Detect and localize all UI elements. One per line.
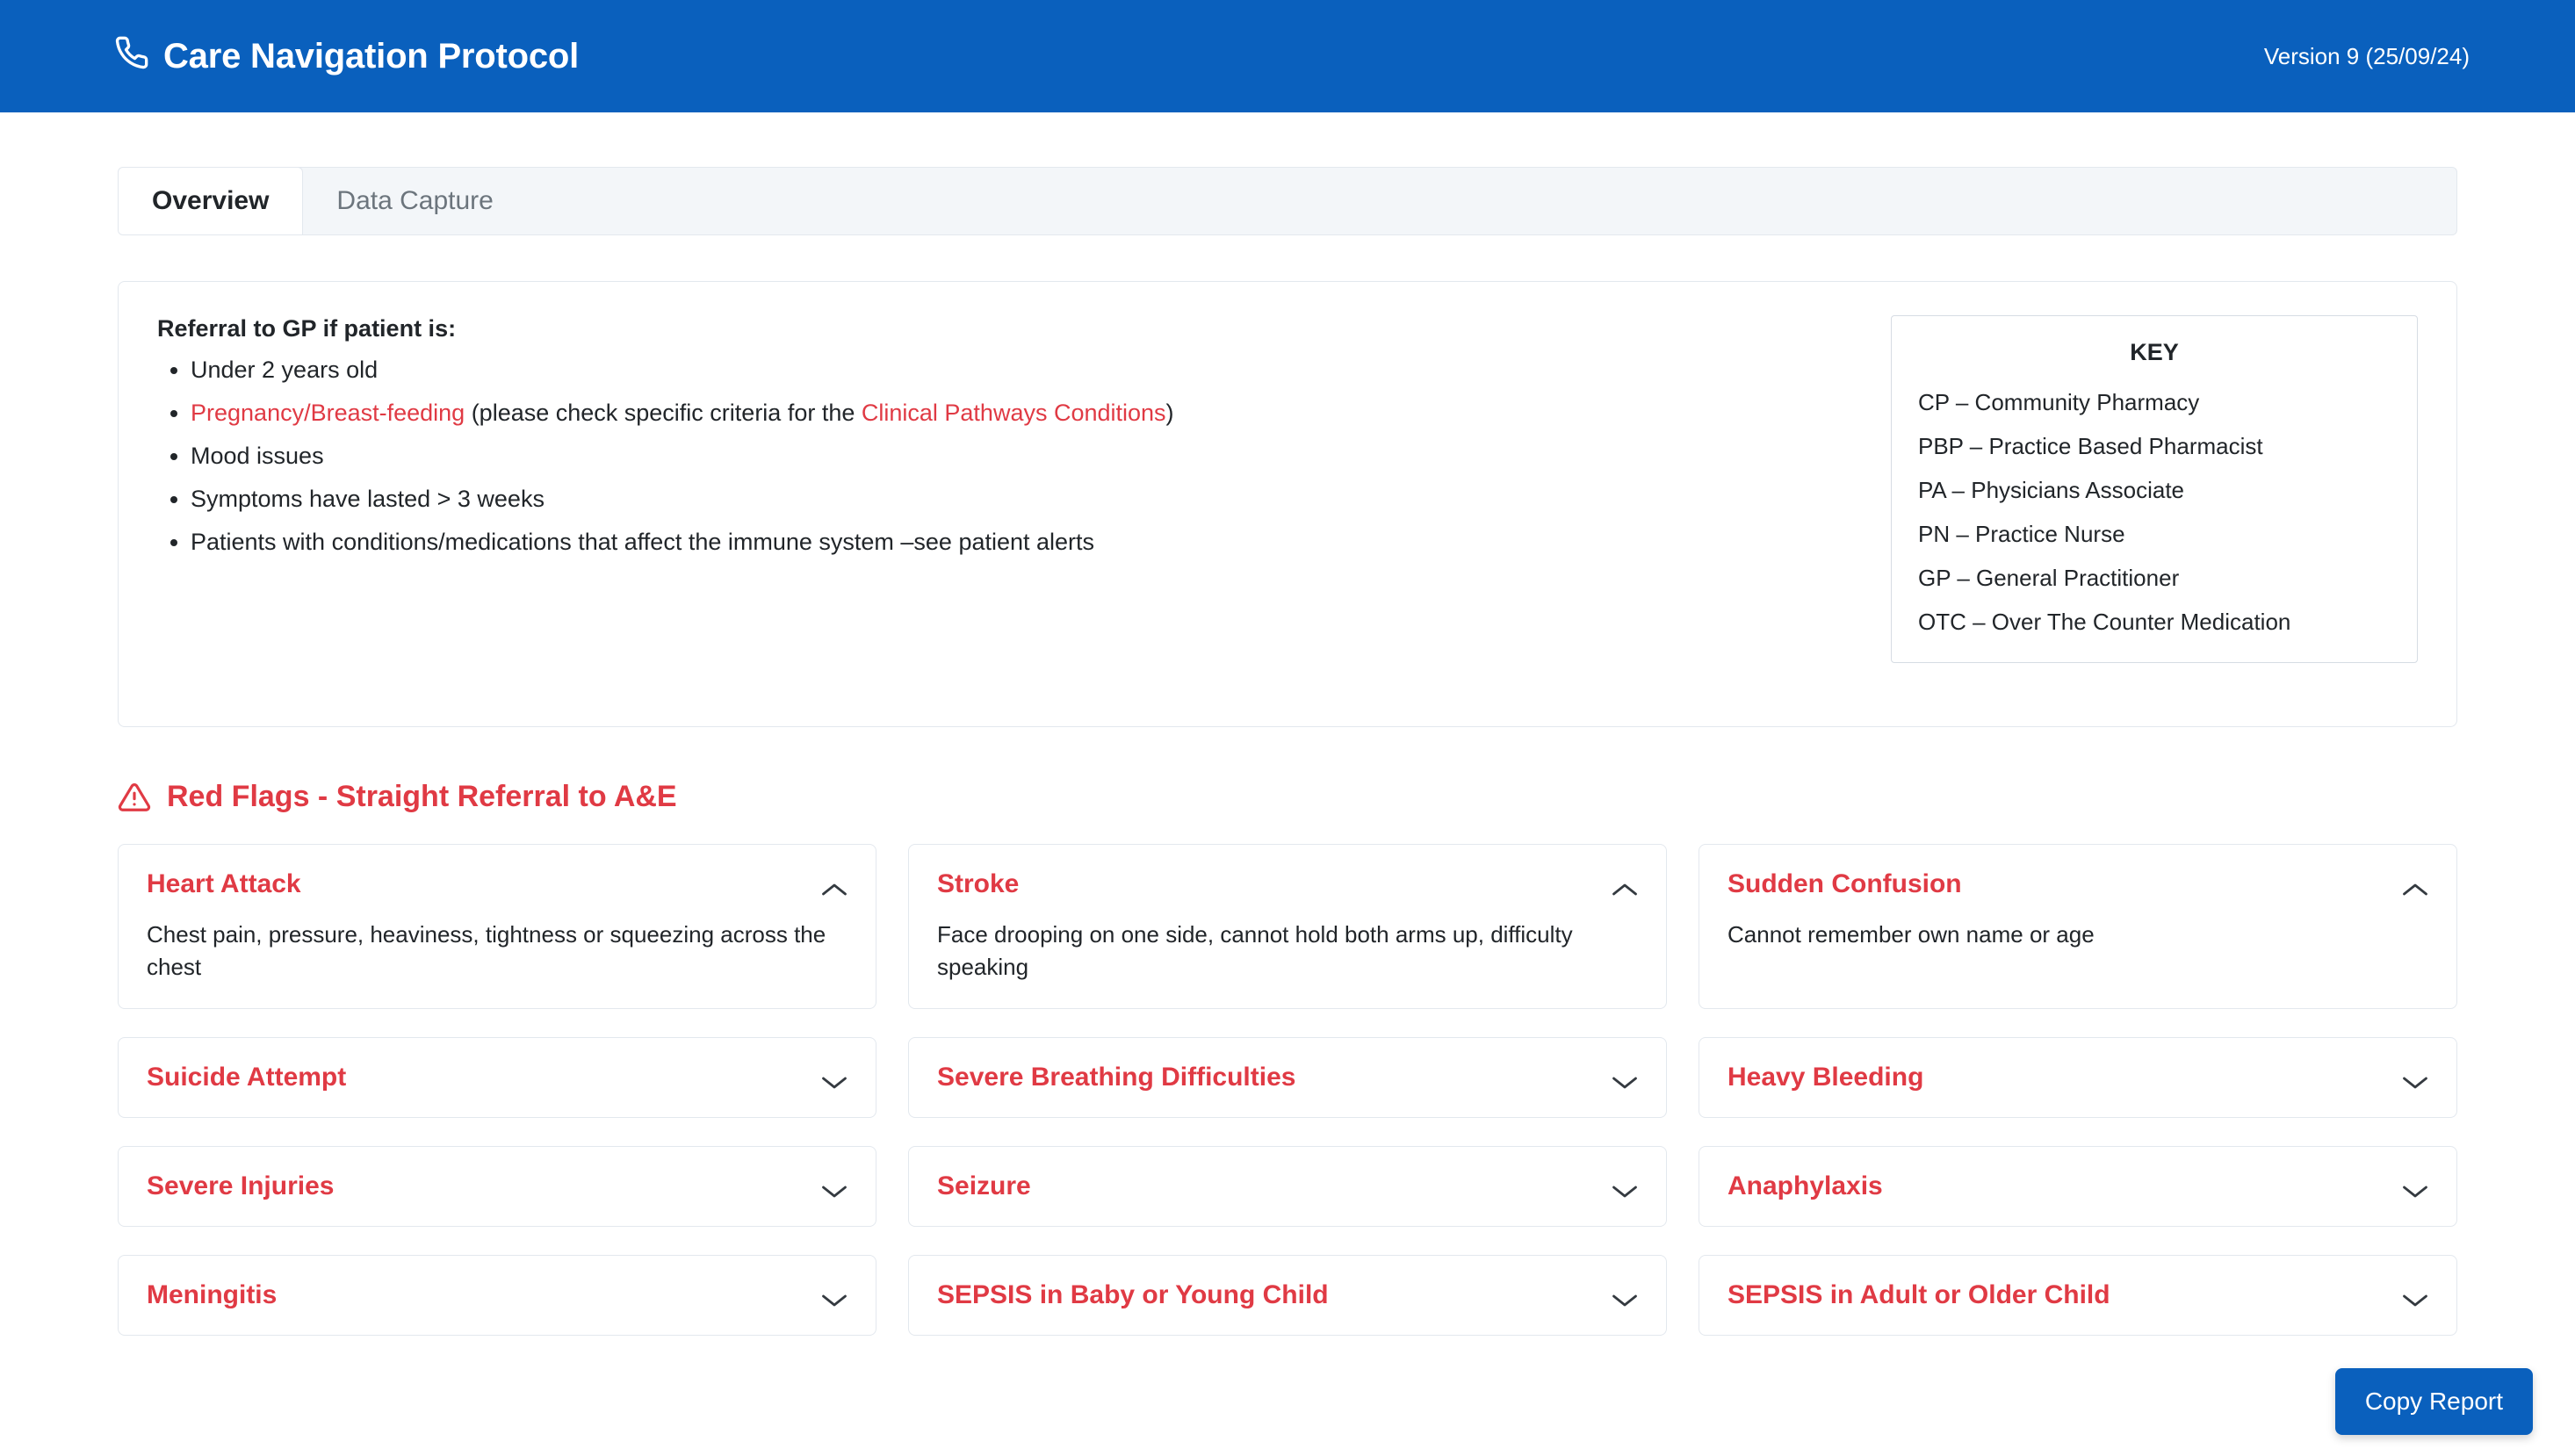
card-title: Anaphylaxis [1727,1171,1883,1200]
overview-card [118,281,2457,727]
card-header[interactable] [1727,1171,2428,1201]
chevron-down-icon[interactable] [821,1178,848,1194]
tab-data-capture[interactable]: Data Capture [303,168,526,234]
header-brand [111,37,579,76]
red-flag-card-grid [118,844,2457,1336]
red-flags-heading-text: Red Flags - Straight Referral to A&E [167,780,677,813]
page-title: Care Navigation Protocol [163,36,580,76]
list-item [191,401,1826,425]
key-entry: CP – Community Pharmacy [1918,389,2200,415]
red-flag-card-severe-breathing-difficulties[interactable] [908,1037,1667,1118]
referral-item-text: Symptoms have lasted > 3 weeks [191,486,545,512]
referral-list [157,358,1826,554]
chevron-up-icon[interactable] [821,876,848,892]
referral-item-highlight: Pregnancy/Breast-feeding [191,400,465,426]
referral-block [157,315,1826,688]
red-flag-card-sudden-confusion[interactable] [1699,844,2457,1009]
chevron-down-icon[interactable] [2402,1070,2428,1085]
red-flag-card-meningitis[interactable] [118,1255,876,1336]
list-item [191,358,1826,382]
list-item [191,530,1826,554]
card-title: Meningitis [147,1279,278,1309]
card-title: Stroke [937,869,1020,898]
referral-item-text: (please check specific criteria for the [465,400,862,426]
red-flag-card-heavy-bleeding[interactable] [1699,1037,2457,1118]
chevron-up-icon[interactable] [1612,876,1638,892]
copy-report-button[interactable]: Copy Report [2335,1368,2533,1435]
card-header[interactable] [937,1063,1638,1092]
red-flag-card-anaphylaxis[interactable] [1699,1146,2457,1227]
card-title: SEPSIS in Baby or Young Child [937,1279,1329,1309]
card-title: Suicide Attempt [147,1062,347,1092]
red-flag-card-heart-attack[interactable] [118,844,876,1009]
card-header[interactable] [1727,869,2428,899]
key-entry: PA – Physicians Associate [1918,477,2185,503]
chevron-down-icon[interactable] [821,1287,848,1303]
card-body: Cannot remember own name or age [1727,921,2095,948]
app-header [0,0,2575,112]
chevron-down-icon[interactable] [1612,1070,1638,1085]
chevron-down-icon[interactable] [2402,1287,2428,1303]
key-title: KEY [2130,339,2179,365]
red-flag-card-suicide-attempt[interactable] [118,1037,876,1118]
red-flag-card-sepsis-baby-young-child[interactable] [908,1255,1667,1336]
card-body: Chest pain, pressure, heaviness, tightness or squeezing across the chest [147,921,826,980]
card-header[interactable] [1727,1280,2428,1310]
chevron-down-icon[interactable] [1612,1178,1638,1194]
card-title: Heart Attack [147,869,301,898]
referral-item-text: Patients with conditions/medications that affect the immune system –see patient alerts [191,529,1095,555]
chevron-down-icon[interactable] [1612,1287,1638,1303]
red-flag-card-severe-injuries[interactable] [118,1146,876,1227]
key-entry: GP – General Practitioner [1918,565,2180,591]
red-flag-card-stroke[interactable] [908,844,1667,1009]
referral-item-text: Mood issues [191,443,324,469]
card-body: Face drooping on one side, cannot hold both arms up, difficulty speaking [937,921,1573,980]
clinical-pathways-link[interactable]: Clinical Pathways Conditions [861,400,1166,426]
card-title: Seizure [937,1171,1031,1200]
card-header[interactable] [147,1171,848,1201]
tab-bar [118,167,2457,235]
card-title: Heavy Bleeding [1727,1062,1924,1092]
card-header[interactable] [147,869,848,899]
referral-item-suffix: ) [1165,400,1174,426]
list-item [191,444,1826,468]
key-entry: PN – Practice Nurse [1918,521,2125,547]
referral-title: Referral to GP if patient is: [157,315,457,342]
tab-overview[interactable]: Overview [118,167,303,235]
red-flag-card-seizure[interactable] [908,1146,1667,1227]
card-header[interactable] [937,1280,1638,1310]
card-title: Severe Injuries [147,1171,335,1200]
list-item [191,487,1826,511]
card-header[interactable] [1727,1063,2428,1092]
referral-item-text: Under 2 years old [191,357,379,383]
key-box [1891,315,2418,663]
version-label: Version 9 (25/09/24) [2263,42,2470,69]
page-content [0,167,2575,1336]
card-header[interactable] [937,869,1638,899]
card-header[interactable] [147,1063,848,1092]
red-flags-heading [118,780,2457,814]
red-flag-card-sepsis-adult-older-child[interactable] [1699,1255,2457,1336]
card-title: Severe Breathing Difficulties [937,1062,1296,1092]
warning-triangle-icon [118,781,151,814]
card-title: Sudden Confusion [1727,869,1962,898]
card-title: SEPSIS in Adult or Older Child [1727,1279,2110,1309]
card-header[interactable] [147,1280,848,1310]
chevron-down-icon[interactable] [821,1070,848,1085]
chevron-down-icon[interactable] [2402,1178,2428,1194]
key-entry: OTC – Over The Counter Medication [1918,609,2291,635]
card-header[interactable] [937,1171,1638,1201]
key-entry: PBP – Practice Based Pharmacist [1918,433,2263,459]
phone-icon [114,33,149,72]
chevron-up-icon[interactable] [2402,876,2428,892]
